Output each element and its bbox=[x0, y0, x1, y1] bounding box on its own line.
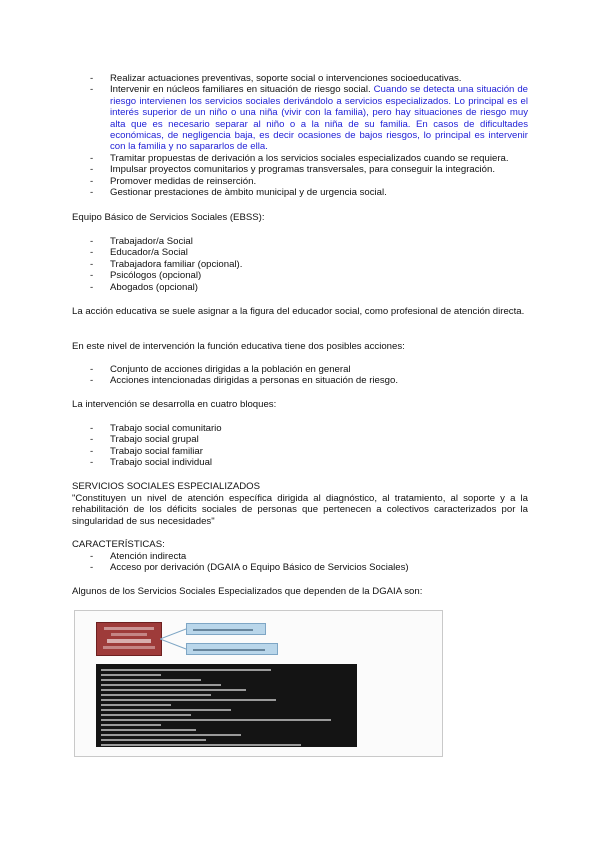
list-item: - Trabajadora familiar (opcional). bbox=[90, 258, 243, 270]
blue-box-top bbox=[186, 623, 266, 635]
ebss-list bbox=[72, 236, 528, 293]
list-item: - Trabajo social familiar bbox=[90, 445, 203, 457]
blue-box-bottom bbox=[186, 643, 278, 655]
acciones-list bbox=[72, 364, 528, 387]
services-diagram-image bbox=[74, 610, 443, 757]
bloques-list bbox=[72, 423, 528, 469]
list-item: - Gestionar prestaciones de àmbito municipal y de urgencia social. bbox=[90, 187, 387, 199]
list-item: - Promover medidas de reinserción. bbox=[90, 175, 257, 187]
red-box bbox=[96, 622, 162, 656]
list-item: - Tramitar propuestas de derivación a los servicios sociales especializados cuando se requiera. bbox=[90, 152, 509, 164]
paragraph-educador: La acción educativa se suele asignar a la figura del educador social, como profesional de atención directa. bbox=[72, 306, 525, 317]
list-item: - Trabajo social individual bbox=[90, 457, 213, 469]
connector-arrows bbox=[160, 623, 188, 655]
dark-services-panel bbox=[96, 664, 357, 747]
list-item: - Acciones intencionadas dirigidas a personas en situación de riesgo. bbox=[90, 375, 398, 387]
list-item: - Trabajador/a Social bbox=[90, 236, 193, 247]
highlighted-note: Cuando se detecta una situación de riesgo intervienen los servicios sociales derivándolo a servicios especializados. Lo principal es el interés superior de un niño o una niña (vivir con la familia), pero hay situaciones de riesgo muy alta que es necesario separar al niño o a la niña de su familia. En casos de dificultades económicas, de negligencia baja, es decir ocasiones de bajos riesgos, lo principal es intervenir con la familia y no sapararlos de ella. bbox=[110, 84, 528, 153]
list-item: - Impulsar proyectos comunitarios y programas transversales, para conseguir la integración. bbox=[90, 164, 495, 176]
list-item: - Educador/a Social bbox=[90, 247, 188, 259]
list-item: - Trabajo social grupal bbox=[90, 434, 199, 446]
caracteristicas-list bbox=[72, 551, 528, 574]
list-item: - Psicólogos (opcional) bbox=[90, 270, 202, 282]
list-item: - Conjunto de acciones dirigidas a la población en general bbox=[90, 364, 351, 375]
paragraph-bloques: La intervención se desarrolla en cuatro bloques: bbox=[72, 399, 277, 410]
list-item: - Acceso por derivación (DGAIA o Equipo Básico de Servicios Sociales) bbox=[90, 562, 409, 574]
functions-list bbox=[72, 73, 528, 198]
paragraph-algunos: Algunos de los Servicios Sociales Especializados que dependen de la DGAIA son: bbox=[72, 586, 423, 597]
list-item: - Trabajo social comunitario bbox=[90, 423, 222, 434]
caracteristicas-heading: CARACTERÍSTICAS: bbox=[72, 539, 165, 550]
list-item: - Realizar actuaciones preventivas, soporte social o intervenciones socioeducativas. bbox=[90, 73, 462, 84]
paragraph-nivel: En este nivel de intervención la función educativa tiene dos posibles acciones: bbox=[72, 341, 405, 352]
list-item: - Atención indirecta bbox=[90, 551, 187, 562]
sse-heading: SERVICIOS SOCIALES ESPECIALIZADOS bbox=[72, 481, 261, 492]
sse-quote: "Constituyen un nivel de atención específica dirigida al diagnóstico, al tratamiento, al soporte y a la rehabilitación de los déficits sociales de personas que pertenecen a colectivos caracterizados por la singularidad de sus necesidades" bbox=[72, 493, 528, 527]
list-item: - Intervenir en núcleos familiares en situación de riesgo social. Cuando se detecta una situación de riesgo intervienen los servicios sociales derivándolo a servicios especializados. Lo principal es el interés superior de un niño o una niña (vivir con la familia), pero hay situaciones de riesgo muy alta que es necesario separar al niño o a la niña de su familia. En casos de dificultades económicas, de negligencia baja, es decir ocasiones de bajos riesgos, lo principal es intervenir con la familia y no sapararlos de ella. bbox=[90, 84, 528, 153]
ebss-heading: Equipo Básico de Servicios Sociales (EBSS): bbox=[72, 212, 265, 223]
list-item: - Abogados (opcional) bbox=[90, 281, 199, 293]
